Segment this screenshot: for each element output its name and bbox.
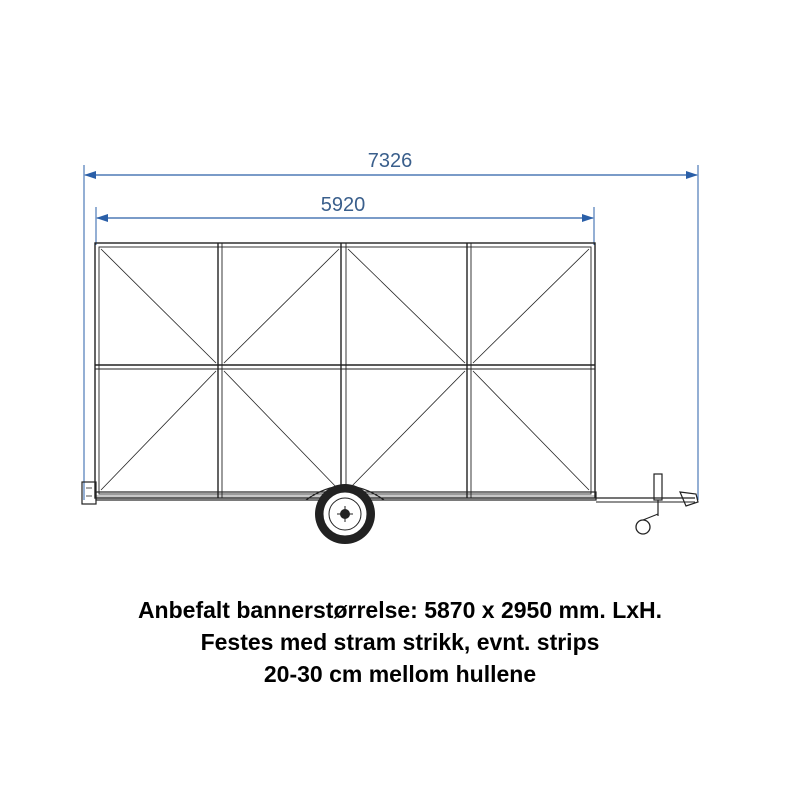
overall-length-dimension: [84, 150, 698, 500]
frame-length-label: 5920: [320, 194, 366, 216]
caption-line-2: Festes med stram strikk, evnt. strips: [200, 629, 600, 655]
trailer-chassis: [82, 474, 698, 534]
caption-line-1: Anbefalt bannerstørrelse: 5870 x 2950 mm. LxH.: [137, 597, 663, 623]
caption-line-3: 20-30 cm mellom hullene: [263, 661, 537, 687]
overall-length-label: 7326: [367, 150, 413, 172]
frame-length-dimension: [96, 194, 594, 245]
banner-frame: [95, 243, 595, 498]
trailer-wheel: [315, 484, 375, 544]
